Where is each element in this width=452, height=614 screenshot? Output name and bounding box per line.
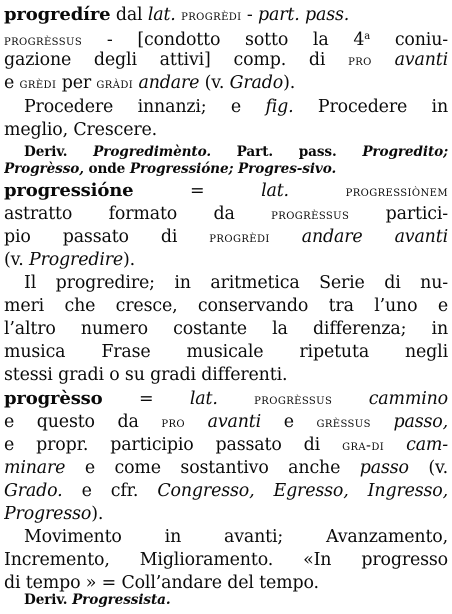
text-run: stessi gradi o su gradi differenti. bbox=[4, 365, 288, 385]
text-run bbox=[289, 181, 346, 201]
entry-text-line bbox=[4, 434, 448, 457]
text-run: astratto formato da bbox=[4, 204, 272, 224]
text-run: di tempo » = Coll’andare del tempo. bbox=[4, 573, 319, 593]
text-run: e bbox=[261, 412, 317, 432]
entry-progresso-headline bbox=[4, 388, 448, 411]
entry-text-line bbox=[4, 480, 448, 502]
text-run: Incremento, Miglioramento. «In progresso bbox=[4, 550, 448, 570]
definition-line bbox=[4, 526, 448, 548]
italic-text: Grado. bbox=[4, 481, 63, 501]
text-run: partici- bbox=[349, 204, 448, 224]
text-run: = bbox=[133, 181, 262, 201]
definition-line bbox=[4, 318, 448, 340]
text-run: Il progredire; in aritmetica Serie di nu- bbox=[24, 273, 448, 293]
text-run: Movimento in avanti; Avanzamento, bbox=[24, 527, 448, 547]
bold-text: Deriv. bbox=[24, 144, 94, 160]
definition-line bbox=[4, 272, 448, 294]
derivative-term: Progredito; bbox=[362, 144, 448, 160]
definition-line bbox=[4, 572, 448, 594]
definition-line bbox=[4, 341, 448, 363]
derivative-term: Progredimènto. bbox=[93, 144, 211, 160]
text-run bbox=[384, 435, 406, 455]
text-run: gazione degli attivi] comp. di bbox=[4, 50, 349, 70]
bold-text: Part. pass. bbox=[210, 144, 363, 160]
definition-line bbox=[4, 96, 448, 118]
text-run: e propr. participio passato di bbox=[4, 435, 343, 455]
italic-text: lat. bbox=[189, 389, 218, 409]
small-caps-term: pro bbox=[348, 52, 372, 69]
italic-text: avanti bbox=[207, 412, 262, 432]
small-caps-term: gra-di bbox=[342, 437, 385, 454]
text-run: musica Frase musicale ripetuta negli bbox=[4, 342, 448, 362]
text-run bbox=[332, 389, 368, 409]
definition-line bbox=[4, 549, 448, 571]
text-run bbox=[185, 412, 208, 432]
derivatives-line bbox=[4, 592, 448, 609]
text-run: coniu- bbox=[370, 30, 448, 50]
superscript: a bbox=[364, 31, 371, 42]
small-caps-term: progrèssus bbox=[254, 391, 333, 408]
derivatives-line bbox=[4, 161, 448, 178]
small-caps-term: grèssus bbox=[316, 414, 371, 431]
entry-text-line bbox=[4, 72, 448, 95]
headword: progrèsso bbox=[4, 388, 103, 409]
definition-line bbox=[4, 364, 448, 386]
text-run: ). bbox=[123, 250, 136, 270]
text-run: ). bbox=[91, 504, 104, 524]
small-caps-term: pro bbox=[161, 414, 185, 431]
text-run: (v. bbox=[4, 250, 30, 270]
text-run: pio passato di bbox=[4, 227, 210, 247]
derivatives-line bbox=[4, 144, 448, 161]
text-run: (v. bbox=[408, 458, 448, 478]
small-caps-term: grèdi bbox=[19, 75, 57, 92]
small-caps-term: progrèssus bbox=[271, 206, 350, 223]
entry-progressione-headline bbox=[4, 180, 448, 203]
text-run: e bbox=[4, 73, 20, 93]
bold-text: Deriv. bbox=[24, 592, 73, 608]
derivative-term: Progressista. bbox=[72, 592, 171, 608]
italic-text: Congresso, Egresso, Ingresso, bbox=[157, 481, 448, 501]
text-run: = bbox=[102, 389, 190, 409]
entry-text-line bbox=[4, 226, 448, 249]
text-run: e cfr. bbox=[62, 481, 158, 501]
entry-text-line bbox=[4, 49, 448, 72]
text-run: per bbox=[56, 73, 97, 93]
text-run: e come sostantivo anche bbox=[65, 458, 360, 478]
italic-text: avanti bbox=[394, 50, 448, 70]
italic-text: andare bbox=[138, 73, 200, 93]
text-run: meri che cresce, conservando tra l’uno e bbox=[4, 296, 448, 316]
small-caps-term: progressiònem bbox=[345, 183, 448, 200]
italic-text: Progresso bbox=[4, 504, 92, 524]
italic-text: lat. bbox=[147, 5, 176, 25]
definition-line bbox=[4, 119, 448, 141]
italic-text: part. pass. bbox=[258, 5, 350, 25]
text-run: ). bbox=[283, 73, 296, 93]
small-caps-term: gràdi bbox=[96, 75, 134, 92]
headword: progredíre bbox=[4, 4, 111, 25]
headword: progressióne bbox=[4, 180, 134, 201]
entry-text-line bbox=[4, 249, 448, 271]
text-run: Procedere innanzi; e bbox=[24, 97, 266, 117]
italic-text: minare bbox=[4, 458, 66, 478]
small-caps-term: progrèdi bbox=[209, 229, 270, 246]
text-run bbox=[270, 227, 302, 247]
italic-text: passo, bbox=[393, 412, 448, 432]
italic-text: cam- bbox=[406, 435, 448, 455]
italic-text: Progredire bbox=[29, 250, 124, 270]
italic-text: lat. bbox=[261, 181, 289, 201]
definition-line bbox=[4, 295, 448, 317]
italic-text: Grado bbox=[229, 73, 284, 93]
text-run: - bbox=[241, 5, 259, 25]
entry-text-line bbox=[4, 503, 448, 525]
text-run: (v. bbox=[199, 73, 230, 93]
entry-text-line bbox=[4, 203, 448, 226]
text-run: meglio, Crescere. bbox=[4, 120, 158, 140]
small-caps-term: progrèssus bbox=[4, 32, 83, 49]
entry-progredire-headline bbox=[4, 4, 448, 27]
derivative-term: Progrèsso, bbox=[4, 161, 84, 177]
text-run: dal bbox=[110, 5, 148, 25]
italic-text: andare avanti bbox=[301, 227, 448, 247]
small-caps-term: progrèdi bbox=[181, 7, 242, 24]
text-run bbox=[371, 412, 394, 432]
text-run: l’altro numero costante la differenza; in bbox=[4, 319, 448, 339]
italic-text: passo bbox=[359, 458, 409, 478]
entry-text-line bbox=[4, 457, 448, 479]
text-run bbox=[372, 50, 395, 70]
italic-text: fig. bbox=[265, 97, 294, 117]
text-run bbox=[218, 389, 254, 409]
derivative-term: Progressióne; Progres-sivo. bbox=[129, 161, 337, 177]
entry-text-line bbox=[4, 411, 448, 434]
text-run: Procedere in bbox=[293, 97, 448, 117]
text-run: e questo da bbox=[4, 412, 162, 432]
bold-text: onde bbox=[83, 161, 130, 177]
italic-text: cammino bbox=[368, 389, 448, 409]
text-run: - [condotto sotto la 4 bbox=[82, 30, 365, 50]
